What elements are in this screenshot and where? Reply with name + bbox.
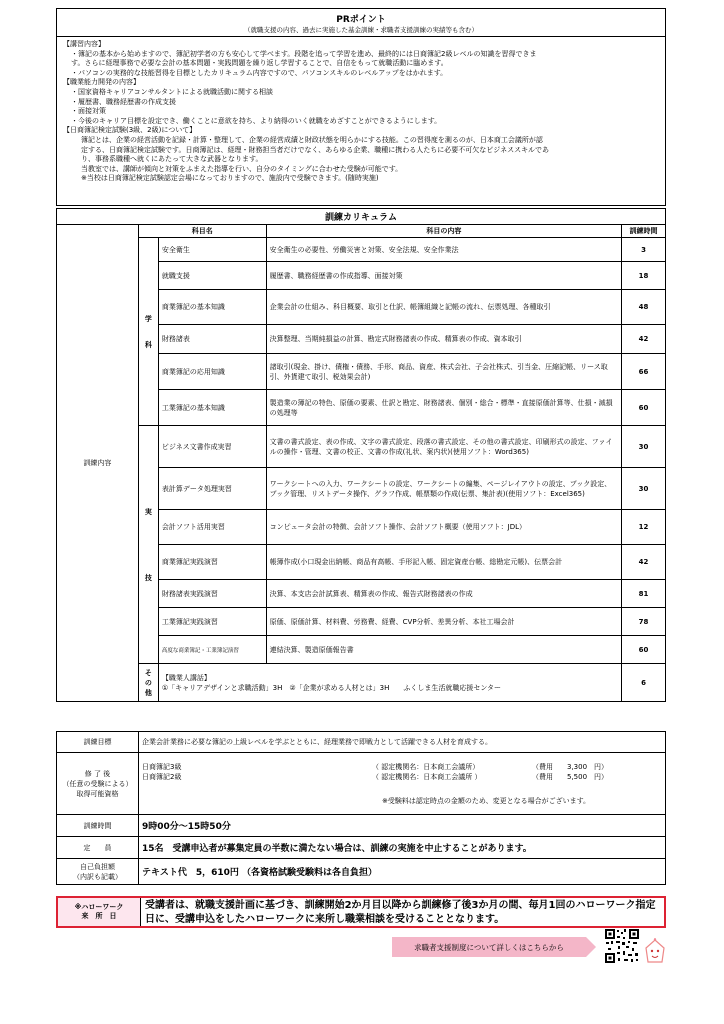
subject-content: 帳簿作成(小口現金出納帳、商品有高帳、手形記入帳、固定資産台帳、総勘定元帳)、伝票会計	[266, 545, 621, 580]
subject-hours: 42	[622, 545, 666, 580]
qualification-cell	[139, 753, 666, 815]
time-label: 訓練時間	[57, 815, 139, 837]
subject-name: 財務諸表実践演習	[158, 580, 266, 608]
curriculum-table	[56, 208, 666, 702]
time-value: 9時00分～15時50分	[139, 815, 666, 837]
curriculum-title: 訓練カリキュラム	[57, 209, 666, 225]
qualification-name: 日商簿記3級	[142, 762, 182, 771]
pr-line: 【職業能力開発の内容】	[63, 78, 140, 87]
subject-hours: 30	[622, 468, 666, 510]
subject-hours: 30	[622, 426, 666, 468]
training-content-label: 訓練内容	[57, 225, 139, 702]
subject-name: 工業簿記の基本知識	[158, 390, 266, 426]
cost-label: 自己負担額 （内訳も記載）	[57, 859, 139, 885]
subject-content: ワークシートへの入力、ワークシートの設定、ワークシートの編集、ページレイアウトの設定、ブック設定、ブック管理、リストデータ操作、グラフ作成、帳票類の作成(伝票、集計表)(使用ソフト：Excel365)	[266, 468, 621, 510]
qualification-label: 修 了 後 （任意の受験による） 取得可能資格	[57, 753, 139, 815]
mascot-icon	[642, 938, 668, 966]
jitsugi-label: 実 技	[138, 426, 158, 664]
subject-name: 商業簿記の基本知識	[158, 290, 266, 325]
subject-name: 工業簿記実践演習	[158, 608, 266, 636]
subject-name: 商業簿記の応用知識	[158, 354, 266, 390]
pr-line: 当教室では、講師が傾向と対策をふまえた指導を行い、自分のタイミングに合わせた受験が可能です。	[81, 164, 403, 173]
support-info-link[interactable]: 求職者支援制度について詳しくはこちらから	[392, 937, 586, 957]
subject-name: 財務諸表	[158, 325, 266, 354]
subject-name: 表計算データ処理実習	[158, 468, 266, 510]
pr-body	[57, 37, 665, 184]
subject-content: 諸取引(現金、掛け、債権・債務、手形、商品、資産、株式会社、子会社株式、引当金、圧縮記帳、リース取引、外貨建て取引、税効果会計)	[266, 354, 621, 390]
hellowork-notice	[56, 896, 666, 928]
pr-line: ・国家資格キャリアコンサルタントによる就職活動に関する相談	[71, 87, 274, 96]
subject-hours: 48	[622, 290, 666, 325]
subject-name: 会計ソフト活用実習	[158, 510, 266, 545]
subject-content: 原価、原価計算、材料費、労務費、経費、CVP分析、差異分析、本社工場会計	[266, 608, 621, 636]
qr-code-icon[interactable]	[604, 928, 640, 964]
pr-line: 定する、日商簿記検定試験です。日商簿記は、経理・財務担当者だけでなく、あらゆる企業、職種に携わる人たちに必要不可欠なビジネススキルであ	[81, 145, 550, 154]
gakka-label: 学 科	[138, 238, 158, 426]
subject-content: 連結決算、製造原価報告書	[266, 636, 621, 664]
capacity-label: 定 員	[57, 837, 139, 859]
qualification-fee: （費用 5,500 円）	[532, 772, 609, 781]
pr-section	[56, 8, 666, 206]
subject-content: 安全衛生の必要性、労働災害と対策、安全法規、安全作業法	[266, 238, 621, 262]
capacity-value: 15名 受講申込者が募集定員の半数に満たない場合は、訓練の実施を中止することがあります。	[139, 837, 666, 859]
subject-hours: 81	[622, 580, 666, 608]
hellowork-text: 受講者は、就職支援計画に基づき、訓練開始2か月目以降から訓練修了後3か月の間、毎月1回のハローワーク指定日に、受講申込をしたハローワークに来所し職業相談を受けることとなります。	[145, 900, 656, 925]
qualification-org: （ 認定機関名：日本商工会議所 ）	[372, 772, 482, 781]
hellowork-label: ※ハローワーク 来 所 日	[58, 898, 141, 926]
cost-value: テキスト代 5，610円 （各資格試験受験料は各自負担）	[139, 859, 666, 885]
col-content-header: 科目の内容	[266, 225, 621, 238]
other-content: 【職業人講話】 ①「キャリアデザインと求職活動」3H ②「企業が求める人材とは」3H ふくしま生活就職応援センター	[158, 664, 621, 702]
subject-content: 決算整理、当期純損益の計算、勘定式財務諸表の作成、精算表の作成、資本取引	[266, 325, 621, 354]
subject-content: 企業会計の仕組み、科目概要、取引と仕訳、帳簿組織と記帳の流れ、伝票処理、各種取引	[266, 290, 621, 325]
subject-hours: 18	[622, 262, 666, 290]
subject-hours: 60	[622, 390, 666, 426]
qualification-fee: （費用 3,300 円）	[532, 762, 609, 771]
subject-content: 製造業の簿記の特色、原価の要素、仕訳と勘定、財務諸表、個別・総合・標準・直接原価計算等、仕損・減損の処理等	[266, 390, 621, 426]
pr-subtitle: （就職支援の内容、過去に実施した基金訓練・求職者支援訓練の実績等も含む）	[57, 25, 665, 37]
subject-hours: 12	[622, 510, 666, 545]
course-info-table	[56, 731, 666, 885]
subject-content: 履歴書、職務経歴書の作成指導、面接対策	[266, 262, 621, 290]
pr-line: 【日商簿記検定試験(3級、2級)について】	[63, 126, 197, 135]
qualification-name: 日商簿記2級	[142, 772, 182, 781]
subject-hours: 42	[622, 325, 666, 354]
pr-line: ・履歴書、職務経歴書の作成支援	[71, 97, 176, 106]
other-label: そ の 他	[138, 664, 158, 702]
pr-line: り、事務系職種へ就くにあたって大きな武器となります。	[81, 155, 263, 164]
col-hours-header: 訓練時間	[622, 225, 666, 238]
pr-line: 簿記とは、企業の経営活動を記録・計算・整理して、企業の経営成績と財政状態を明らかにする技能。この習得度を測るのが、日本商工会議所が認	[81, 135, 543, 144]
subject-name: 就職支援	[158, 262, 266, 290]
goal-text: 企業会計業務に必要な簿記の上級レベルを学ぶとともに、経理業務で即戦力として活躍できる人材を育成する。	[139, 732, 666, 753]
subject-name: 安全衛生	[158, 238, 266, 262]
pr-title: PRポイント	[336, 15, 386, 25]
subject-hours: 78	[622, 608, 666, 636]
subject-hours: 66	[622, 354, 666, 390]
pr-line: す。さらに経理事務で必要な会計の基本問題・実践問題を繰り返し学習することで、自信をもって就職活動に臨めます。	[71, 59, 448, 68]
goal-label: 訓練目標	[57, 732, 139, 753]
pr-line: ・簿記の基本から始めますので、簿記初学者の方も安心して学べます。段階を追って学習を進め、最終的には日商簿記2級レベルの知識を習得できま	[71, 49, 537, 58]
subject-hours: 60	[622, 636, 666, 664]
pr-line: ・パソコンの実務的な技能習得を目標としたカリキュラム内容ですので、パソコンスキルのレベルアップをはかれます。	[71, 68, 448, 77]
subject-hours: 3	[622, 238, 666, 262]
subject-name: 商業簿記実践演習	[158, 545, 266, 580]
subject-content: コンピュータ会計の特徴、会計ソフト操作、会計ソフト概要（使用ソフト：JDL）	[266, 510, 621, 545]
other-hours: 6	[622, 664, 666, 702]
qualification-note: ※受験料は認定時点の金額のため、変更となる場合がございます。	[382, 796, 591, 805]
qualification-org: （ 認定機関名：日本商工会議所）	[372, 762, 480, 771]
pr-line: ・面接対策	[71, 107, 106, 116]
subject-name: ビジネス文書作成実習	[158, 426, 266, 468]
pr-line: 【講習内容】	[63, 40, 105, 48]
pr-line: ・今後のキャリア目標を設定でき、働くことに意欲を持ち、より納得のいく就職をめざすことができるようにします。	[71, 116, 442, 125]
subject-content: 決算、本支店会計試算表、精算表の作成、報告式財務諸表の作成	[266, 580, 621, 608]
col-subject-header: 科目名	[138, 225, 266, 238]
pr-line: ※当校は日商簿記検定試験認定会場になっておりますので、施設内で受験できます。(随時実施)	[81, 174, 379, 183]
subject-content: 文書の書式設定、表の作成、文字の書式設定、段落の書式設定、その他の書式設定、印刷形式の設定、ファイルの操作・管理、文書の校正、文書の作成(礼状、案内状)(使用ソフト：Word365)	[266, 426, 621, 468]
subject-name: 高度な商業簿記・工業簿記演習	[158, 636, 266, 664]
